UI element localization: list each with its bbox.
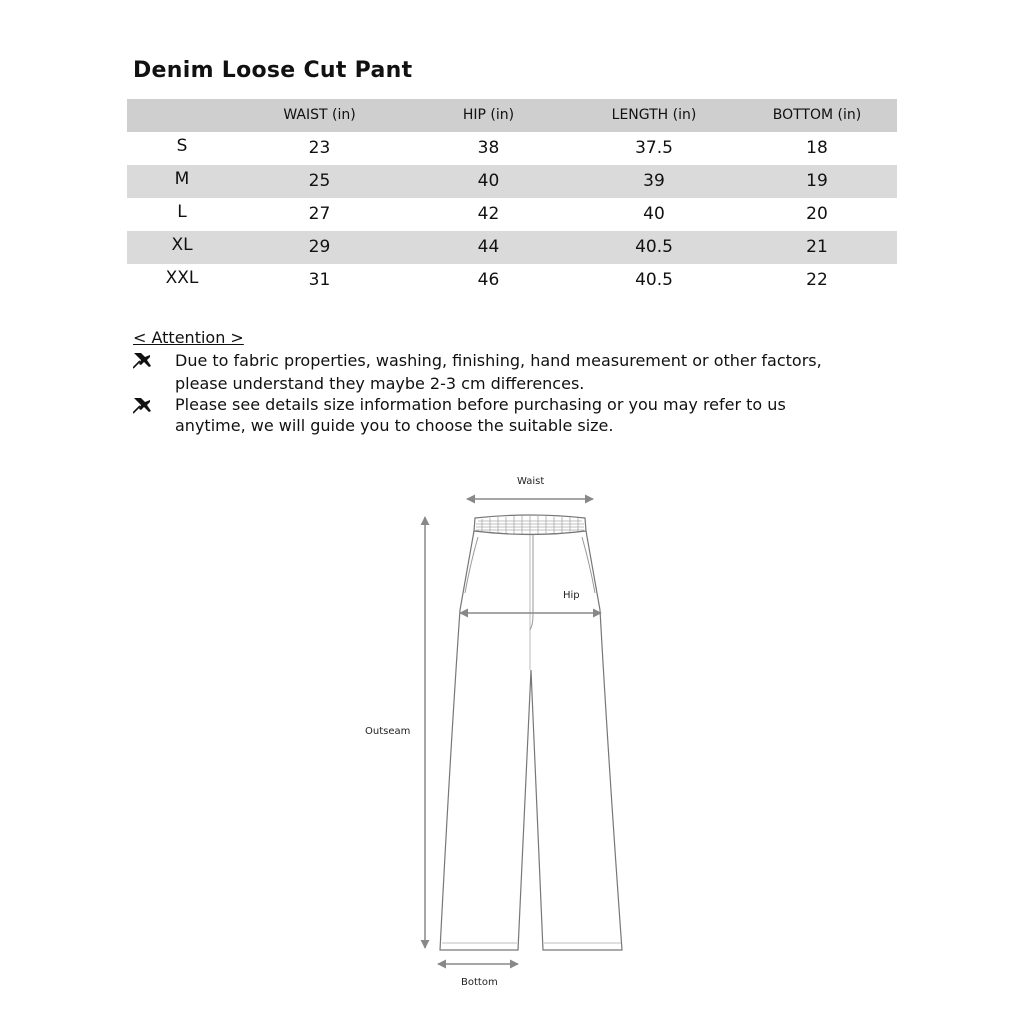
bottom-value: 22 [806, 270, 828, 290]
size-label: XL [171, 235, 193, 255]
waist-value: 27 [308, 204, 331, 224]
bottom-label: Bottom [461, 977, 498, 988]
pants-outline [440, 531, 622, 950]
table-row [127, 198, 897, 231]
table-header-row [127, 99, 897, 132]
hip-value: 44 [477, 237, 500, 257]
bottom-value: 19 [806, 171, 828, 191]
hip-value: 46 [477, 270, 500, 290]
size-label: L [177, 202, 187, 222]
header-cell-length: LENGTH (in) [611, 107, 697, 123]
bottom-value: 18 [806, 138, 828, 158]
note-line: Please see details size information before purchasing or you may refer to us [175, 395, 786, 414]
waist-value: 31 [308, 270, 331, 290]
header-cell-bottom: BOTTOM (in) [772, 107, 862, 123]
waist-value: 23 [308, 138, 331, 158]
note-line: anytime, we will guide you to choose the suitable size. [175, 416, 614, 435]
header-cell-hip: HIP (in) [462, 107, 515, 123]
length-value: 40 [643, 204, 665, 224]
table-row [127, 165, 897, 198]
header-cell-size [127, 97, 237, 130]
page-title: Denim Loose Cut Pant [133, 58, 413, 83]
bottom-value: 20 [806, 204, 828, 224]
length-value: 39 [643, 171, 665, 191]
pants-measurement-diagram [350, 465, 650, 1005]
hip-value: 38 [477, 138, 500, 158]
waist-value: 29 [308, 237, 331, 257]
size-label: S [176, 136, 188, 156]
bottom-value: 21 [806, 237, 828, 257]
hip-label: Hip [563, 590, 580, 601]
note-line: please understand they maybe 2-3 cm differences. [175, 374, 585, 393]
length-value: 40.5 [635, 237, 673, 257]
note-line: Due to fabric properties, washing, finishing, hand measurement or other factors, [175, 351, 822, 370]
hip-value: 42 [477, 204, 500, 224]
waist-value: 25 [308, 171, 331, 191]
outseam-label: Outseam [365, 726, 411, 737]
waist-label: Waist [517, 476, 545, 487]
length-value: 40.5 [635, 270, 673, 290]
length-value: 37.5 [635, 138, 673, 158]
hip-value: 40 [477, 171, 500, 191]
table-row [127, 132, 897, 165]
size-label: XXL [165, 268, 199, 288]
header-cell-waist: WAIST (in) [283, 107, 356, 123]
note-text [175, 394, 855, 436]
size-table [127, 99, 897, 297]
pushpin-icon [133, 351, 153, 369]
table-row [127, 231, 897, 264]
attention-heading: < Attention > [133, 328, 244, 347]
waistband [474, 515, 586, 535]
size-label: M [174, 169, 190, 189]
note-text [175, 349, 855, 395]
table-row [127, 264, 897, 297]
pushpin-icon [133, 396, 153, 414]
